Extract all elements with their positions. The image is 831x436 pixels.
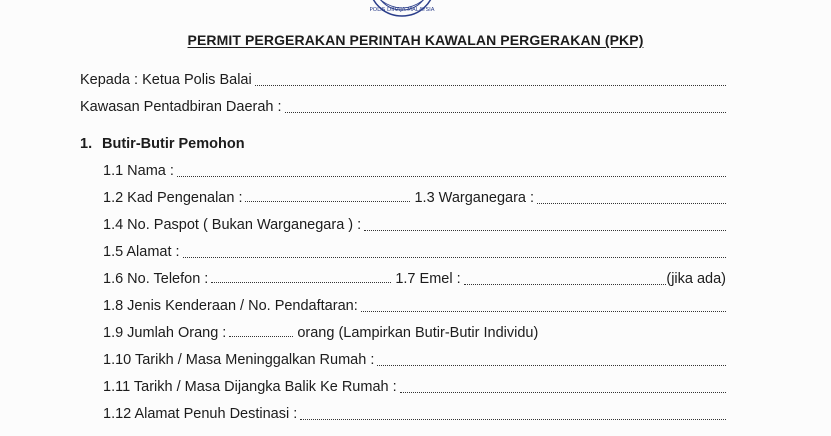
kenderaan-row <box>103 298 726 314</box>
kad-pengenalan-row <box>103 190 726 206</box>
alamat-label: 1.5 Alamat : <box>103 244 180 260</box>
paspot-row <box>103 217 726 233</box>
logo-text: POLIS DIRAJA MALAYSIA <box>369 7 435 13</box>
jumlah-orang-label: 1.9 Jumlah Orang : <box>103 325 227 341</box>
section-1-title: Butir-Butir Pemohon <box>102 136 245 152</box>
kawasan-field[interactable] <box>285 101 726 113</box>
kepada-field[interactable] <box>255 74 726 86</box>
tarikh-balik-label: 1.11 Tarikh / Masa Dijangka Balik Ke Rumah : <box>103 379 397 395</box>
emel-suffix: (jika ada) <box>666 271 726 287</box>
emel-label: 1.7 Emel : <box>395 271 461 287</box>
nama-label: 1.1 Nama : <box>103 163 174 179</box>
kawasan-label: Kawasan Pentadbiran Daerah : <box>80 99 282 115</box>
nama-row <box>103 163 726 179</box>
telefon-field[interactable] <box>211 271 391 283</box>
kenderaan-field[interactable] <box>361 300 726 312</box>
tarikh-balik-row <box>103 379 726 395</box>
kenderaan-label: 1.8 Jenis Kenderaan / No. Pendaftaran: <box>103 298 358 314</box>
destinasi-label: 1.12 Alamat Penuh Destinasi : <box>103 406 298 422</box>
kad-pengenalan-label: 1.2 Kad Pengenalan : <box>103 190 243 206</box>
alamat-row <box>103 244 726 260</box>
section-1-number: 1. <box>80 136 93 152</box>
paspot-label: 1.4 No. Paspot ( Bukan Warganegara ) : <box>103 217 362 233</box>
nama-field[interactable] <box>177 165 726 177</box>
kawasan-row <box>80 99 726 115</box>
paspot-field[interactable] <box>364 219 726 231</box>
warganegara-field[interactable] <box>537 192 726 204</box>
police-logo <box>364 0 440 18</box>
destinasi-row <box>103 406 726 422</box>
jumlah-orang-field[interactable] <box>229 325 293 337</box>
tarikh-balik-field[interactable] <box>400 381 726 393</box>
warganegara-label: 1.3 Warganegara : <box>414 190 535 206</box>
section-1-heading <box>80 136 245 152</box>
tarikh-keluar-field[interactable] <box>377 354 726 366</box>
document-title: PERMIT PERGERAKAN PERINTAH KAWALAN PERGERAKAN (PKP) <box>187 32 644 48</box>
telefon-label: 1.6 No. Telefon : <box>103 271 209 287</box>
kepada-row <box>80 72 726 88</box>
alamat-field[interactable] <box>183 246 726 258</box>
tarikh-keluar-row <box>103 352 726 368</box>
kad-pengenalan-field[interactable] <box>245 190 410 202</box>
emel-field[interactable] <box>464 273 667 285</box>
jumlah-orang-row <box>103 325 538 341</box>
tarikh-keluar-label: 1.10 Tarikh / Masa Meninggalkan Rumah : <box>103 352 375 368</box>
kepada-label: Kepada : Ketua Polis Balai <box>80 72 252 88</box>
telefon-row <box>103 271 726 287</box>
jumlah-orang-suffix: orang (Lampirkan Butir-Butir Individu) <box>297 325 539 341</box>
destinasi-field[interactable] <box>300 408 726 420</box>
